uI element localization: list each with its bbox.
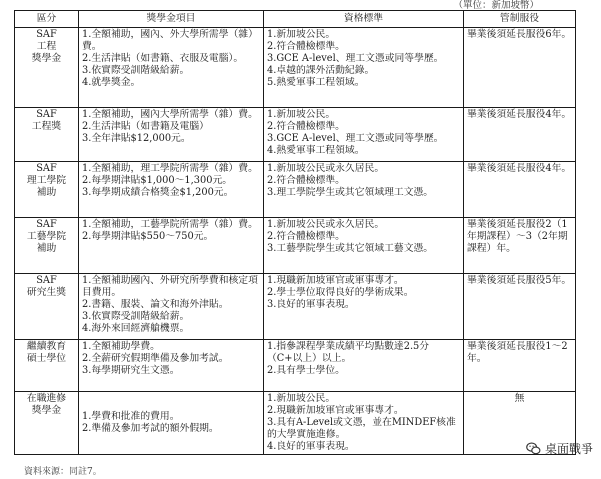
qualification-line: 1.新加坡公民。 xyxy=(267,29,336,40)
category-cell xyxy=(15,392,79,455)
table-row xyxy=(15,108,576,162)
service-cell: 畢業後須延長服役6年。 xyxy=(464,28,576,108)
category-line: 工程獎 xyxy=(31,121,62,132)
category-line: SAF xyxy=(36,275,57,286)
qualifications-cell xyxy=(264,162,464,218)
item-line: 1.全額補助，工藝學院所需學（雜）費。 xyxy=(82,219,258,230)
category-line: 工程 xyxy=(36,41,57,52)
qualification-line: 4.熱愛軍事工程領域。 xyxy=(267,145,365,156)
items-cell xyxy=(79,108,264,162)
qualification-line: 2.符合體檢標準。 xyxy=(267,231,345,242)
item-line: 2.每學期津貼$1,000～1,300元。 xyxy=(82,175,233,186)
qualification-line: 2.符合體檢標準。 xyxy=(267,41,345,52)
unit-note: （單位：新加坡幣） xyxy=(453,0,539,11)
qualification-line: 4.良好的軍事表現。 xyxy=(267,441,355,452)
qualification-line: 1.新加坡公民或永久居民。 xyxy=(267,219,385,230)
category-line: SAF xyxy=(36,163,57,174)
category-line: SAF xyxy=(36,109,57,120)
header-service: 管制服役 xyxy=(464,11,576,28)
table-row xyxy=(15,274,576,340)
watermark-text: 桌面戰爭 xyxy=(544,442,593,456)
category-line: 獎學金 xyxy=(31,53,62,64)
qualification-line: 3.GCE A-level、理工文憑或同等學歷。 xyxy=(267,53,444,64)
item-line: 1.全額補助，國內、外大學所需學（雜）費。 xyxy=(82,29,258,52)
source-footnote: 資料來源：同註7。 xyxy=(24,467,102,477)
category-line: 理工學院 xyxy=(26,175,67,186)
item-line: 2.生活津貼（如書籍、衣服及電腦）。 xyxy=(82,53,244,64)
category-cell xyxy=(15,28,79,108)
items-cell xyxy=(79,392,264,455)
category-line: 補助 xyxy=(36,187,57,198)
qualification-line: 2.具有學士學位。 xyxy=(267,365,345,376)
item-line: 3.依實際受訓階級給薪。 xyxy=(82,65,190,76)
category-line: SAF xyxy=(36,29,57,40)
category-line: SAF xyxy=(36,219,57,230)
table-row xyxy=(15,218,576,274)
qualifications-cell xyxy=(264,28,464,108)
scholarship-table xyxy=(14,10,576,455)
item-line: 1.全額補助，理工學院所需學（雜）費。 xyxy=(82,163,258,174)
item-line: 2.書籍、服裝、論文和海外津貼。 xyxy=(82,299,229,310)
item-line: 3.每學期成績合格獎金$1,200元。 xyxy=(82,187,234,198)
category-cell xyxy=(15,218,79,274)
item-line: 1.全額補助國內、外研究所學費和核定項目費用。 xyxy=(82,275,258,298)
header-items: 獎學金項目 xyxy=(79,11,264,28)
watermark xyxy=(526,440,593,457)
items-cell xyxy=(79,162,264,218)
qualifications-cell xyxy=(264,274,464,340)
category-line: 工藝學院 xyxy=(26,231,67,242)
qualifications-cell xyxy=(264,340,464,392)
qualification-line: 3.GCE A-level、理工文憑或同等學歷。 xyxy=(267,133,444,144)
qualification-line: 5.熱愛軍事工程領域。 xyxy=(267,77,365,88)
qualification-line: 3.工藝學院學生或其它領域工藝文憑。 xyxy=(267,243,434,254)
item-line: 2.生活津貼（如書籍及電腦） xyxy=(82,121,209,132)
category-line: 研究生獎 xyxy=(26,287,67,298)
qualification-line: 1.新加坡公民。 xyxy=(267,109,336,120)
service-cell: 畢業後須延長服役5年。 xyxy=(464,274,576,340)
qualification-line: 4.卓越的課外活動紀錄。 xyxy=(267,65,375,76)
qualification-line: 1.新加坡公民。 xyxy=(267,393,336,404)
category-cell xyxy=(15,162,79,218)
item-line: 3.依實際受訓階級給薪。 xyxy=(82,311,190,322)
category-line: 獎學金 xyxy=(31,405,62,416)
qualification-line: 1.新加坡公民或永久居民。 xyxy=(267,163,385,174)
qualification-line: 3.具有A-Level或文憑，並在MINDEF核准的大學實施進修。 xyxy=(267,417,456,440)
item-line: 4.海外來回經濟艙機票。 xyxy=(82,323,190,334)
item-line: 1.學費和批准的費用。 xyxy=(82,411,180,422)
qualification-line: 3.理工學院學生或其它領域理工文憑。 xyxy=(267,187,434,198)
items-cell xyxy=(79,340,264,392)
table-row xyxy=(15,340,576,392)
table-row xyxy=(15,392,576,455)
items-cell xyxy=(79,28,264,108)
qualification-line: 2.符合體檢標準。 xyxy=(267,175,345,186)
service-cell: 畢業後須延長服役1～2年。 xyxy=(464,340,576,392)
qualifications-cell xyxy=(264,108,464,162)
qualifications-cell xyxy=(264,218,464,274)
table-row xyxy=(15,162,576,218)
items-cell xyxy=(79,218,264,274)
qualification-line: 1.指參課程學業成績平均點數達2.5分（C+以上）以上。 xyxy=(267,341,430,364)
item-line: 3.全年津貼$12,000元。 xyxy=(82,133,191,144)
qualification-line: 3.良好的軍事表現。 xyxy=(267,299,355,310)
qualification-line: 2.符合體檢標準。 xyxy=(267,121,345,132)
category-line: 碩士學位 xyxy=(26,353,67,364)
item-line: 2.每學期津貼$550～750元。 xyxy=(82,231,214,242)
category-line: 補助 xyxy=(36,243,57,254)
item-line: 1.全額補助學費。 xyxy=(82,341,160,352)
header-category: 區分 xyxy=(15,11,79,28)
category-line: 在職進修 xyxy=(26,393,67,404)
service-cell: 畢業後須延長服役4年。 xyxy=(464,108,576,162)
service-cell: 畢業後須延長服役2（1年期課程）～3（2年期課程）年。 xyxy=(464,218,576,274)
service-cell: 無 xyxy=(464,392,576,455)
category-line: 繼續教育 xyxy=(26,341,67,352)
qualification-line: 2.學士學位取得良好的學術成果。 xyxy=(267,287,414,298)
item-line: 3.每學期研究生文憑。 xyxy=(82,365,180,376)
qualifications-cell xyxy=(264,392,464,455)
item-line: 2.全薪研究假期準備及參加考試。 xyxy=(82,353,229,364)
table-header-row xyxy=(15,11,576,28)
category-cell xyxy=(15,108,79,162)
item-line: 2.準備及參加考試的額外假期。 xyxy=(82,423,219,434)
header-qualifications: 資格標準 xyxy=(264,11,464,28)
qualification-line: 1.現職新加坡軍官或軍事專才。 xyxy=(267,275,404,286)
item-line: 1.全額補助，國內大學所需學（雜）費。 xyxy=(82,109,258,120)
wechat-icon xyxy=(526,441,541,456)
service-cell: 畢業後須延長服役4年。 xyxy=(464,162,576,218)
category-cell xyxy=(15,274,79,340)
category-cell xyxy=(15,340,79,392)
items-cell xyxy=(79,274,264,340)
item-line: 4.就學獎金。 xyxy=(82,77,141,88)
qualification-line: 2.現職新加坡軍官或軍事專才。 xyxy=(267,405,404,416)
table-row xyxy=(15,28,576,108)
